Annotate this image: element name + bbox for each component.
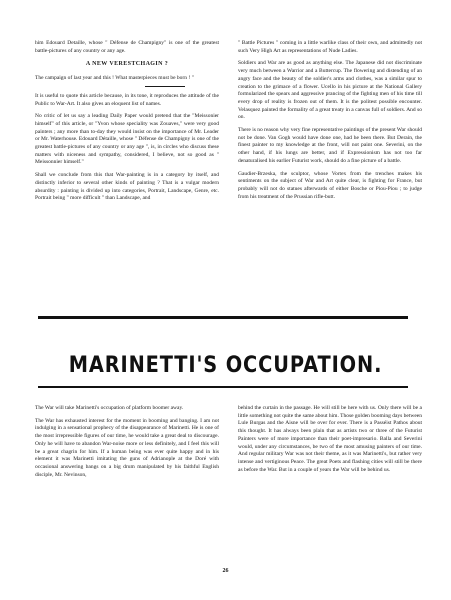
title-underline — [38, 386, 408, 388]
article-title: MARINETTI'S OCCUPATION. — [68, 353, 383, 378]
bottom-left-column — [35, 405, 219, 484]
paragraph: Soldiers and War are as good as anything else. The Japanese did not discriminate very much between a Warrior and a Buttercup. The flowering and distending of an angry face and the beauty of the soldier's arms and clothes, was a similar spur to creation to the grimace of a flower. Ucello in his picture at the National Gallery formularized the spears and aggressive prancing of the fighting men of his time till every drop of reality is frozen out of them. It is the politest possible encounter. Velasquez painted the formality of a great treaty in a canvas full of soldiers. And so on. — [238, 60, 422, 121]
paragraph: No critic of let us say a leading Daily Paper would pretend that the "Meissonier himself" of this article, or "Yvon whose speciality was Zouaves," were very good painters ; any more than to-day they would insist on the importance of Mr. Leader or Mr. Waterhouse. Edouard Détaille, whose " Défense de Champigny is one of the greatest battle-pictures of any country or any age ", is, in circles who discuss these matters with niceness and sympathy, considered, I believe, not so good as " Meissonnier himself." — [35, 113, 219, 166]
paragraph: The War will take Marinetti's occupation of platform boomer away. — [35, 405, 184, 411]
paragraph: him Edouard Detaille, whose " Défense de Champigny" is one of the greatest battle-pictures of any country or any age. — [35, 40, 219, 54]
top-left-column — [35, 40, 219, 208]
short-divider — [145, 86, 185, 87]
paragraph: Gaudier-Brzeska, the sculptor, whose Vortex from the trenches makes his sentiments on the subject of War and Art quite clear, is fighting for France, but probably will not do statues afterwards of either Bosche or Piou-Piou ; to judge from his treatment of the Prussian rifle-butt. — [238, 170, 422, 200]
paragraph: It is useful to quote this article because, in its tone, it reproduces the attitude of the Public to War-Art. It also gives an eloquent list of names. — [35, 92, 219, 107]
paragraph: The War has exhausted interest for the moment in booming and banging. I am not indulging in a sensational prophecy of the disappearance of Marinetti. He is one of the most irrepressible figures of our time, he would take a great deal to discourage. Only he will have to abandon War-noise more or less definitely, and I feel this will be a great chagrin for him. If a human being was ever quite happy and in his element it was Marinetti imitating the guns of Adrianople at the Doré with occasional answering bangs on a big drum manipulated by his faithful English disciple, Mr. Nevinson, — [35, 417, 219, 478]
paragraph: There is no reason why very fine representative paintings of the present War should not be done. Van Gogh would have done one, had he been there. But Derain, the finest painter to my knowledge at the front, will not paint one. Severini, on the other hand, if his lungs are better, and if Expressionism has not too far denaturalised his earlier Futurist work, should do a fine picture of a battle. — [238, 127, 422, 164]
paragraph: " Battle Pictures " coming in a little warlike class of their own, and admittedly not such Very High Art as representations of Nude Ladies. — [238, 40, 422, 54]
paragraph: The campaign of last year and this ! What masterpieces must be born ! " — [35, 75, 194, 82]
paragraph: Shall we conclude from this that War-painting is in a category by itself, and distinctly inferior to several other kinds of painting ? That is a vulgar modern absurdity : painting is divided up into categories, Portrait, Landscape, Genre, etc. Portrait being " more difficult " than Landscape, and — [35, 172, 219, 202]
section-subheading: A NEW VERESTCHAGIN ? — [85, 61, 169, 68]
horizontal-divider — [38, 316, 408, 319]
paragraph: behind the curtain in the passage. He will still be here with us. Only there will be a little something not quite the same about him. Those golden booming days between Lule Burgas and the Aisne will be over for ever. There is a Passéist Pathos about this thought. It has always been plain that as artists two or three of the Futurist Painters were of more importance than their poet-impresario. Balla and Severini would, under any circumstances, be two of the most amusing painters of our time. And regular military War was not their theme, as it was Marinetti's, but rather very intense and vertiginous Peace. The great Poets and flashing cities will still be there as before the War. But in a couple of years the War will be behind us. — [238, 405, 422, 473]
page-number: 26 — [222, 568, 229, 574]
bottom-right-column — [238, 405, 422, 479]
top-right-column — [238, 40, 422, 206]
